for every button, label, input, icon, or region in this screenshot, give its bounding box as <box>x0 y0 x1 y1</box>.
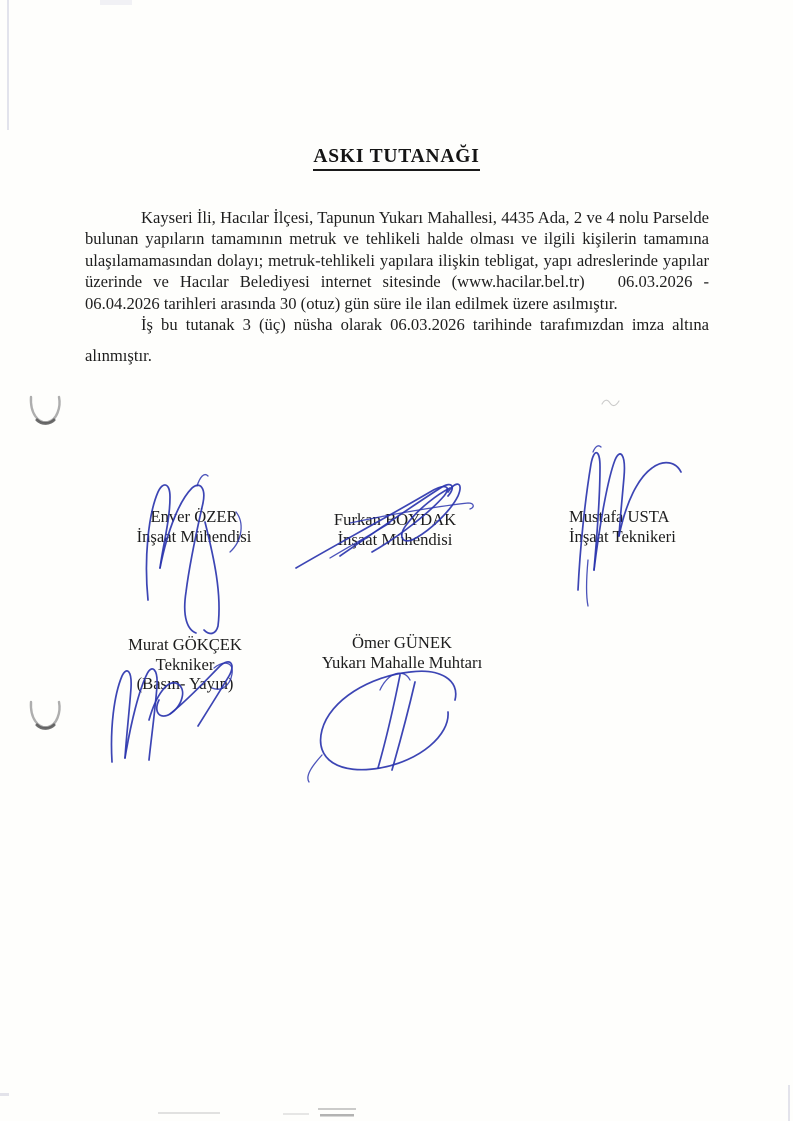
document-title: ASKI TUTANAĞI <box>313 146 479 171</box>
body-line: Kayseri İli, Hacılar İlçesi, Tapunun Yukarı Mahallesi, 4435 Ada, 2 ve 4 nolu Parselde <box>141 208 709 227</box>
body-line: alınmıştır. <box>85 346 152 366</box>
punch-hole-mark-bottom <box>31 702 60 728</box>
signature-omer-gunek-ink <box>308 671 456 782</box>
signatory-block-enver-ozer <box>113 507 275 546</box>
signatory-role-2: (Basın- Yayın) <box>136 674 234 693</box>
body-line: bulunan yapıların tamamının metruk ve tehlikeli halde olması ve ilgili kişilerin tamamına <box>85 229 709 249</box>
signatory-block-furkan-boydak <box>313 510 477 549</box>
signatory-role: Tekniker <box>155 654 215 674</box>
scan-smudge-bottom-2 <box>283 1113 309 1115</box>
pencil-smudge-mark <box>602 400 619 405</box>
scan-smudge-bottom-1 <box>158 1112 220 1114</box>
signatory-block-murat-gokcek <box>103 635 267 694</box>
scan-edge-line-right <box>788 1085 790 1121</box>
signatory-role: İnşaat Mühendisi <box>337 529 453 549</box>
body-line: ulaşılamamasından dolayı; metruk-tehlikeli yapılara ilişkin tebligat, yapı adreslerinde yapılar <box>85 250 709 270</box>
signatory-name: Furkan BOYDAK <box>333 510 457 529</box>
signature-enver-ozer-ink <box>146 475 241 634</box>
scan-smudge-bottom-4 <box>320 1114 354 1117</box>
signatory-role: İnşaat Mühendisi <box>136 526 252 546</box>
signatory-block-omer-gunek <box>318 633 486 672</box>
signatory-role: İnşaat Teknikeri <box>569 526 676 546</box>
title-row <box>0 146 793 171</box>
signatory-name: Ömer GÜNEK <box>351 633 452 652</box>
scan-edge-line-left <box>7 0 9 130</box>
signatory-role: Yukarı Mahalle Muhtarı <box>321 652 483 672</box>
punch-hole-mark-top <box>31 397 60 423</box>
signatory-name: Murat GÖKÇEK <box>128 635 242 654</box>
body-text <box>85 207 709 367</box>
signatory-block-mustafa-usta <box>569 507 699 546</box>
scan-smudge-top <box>100 0 132 5</box>
scan-edge-mark-bottom-left <box>0 1093 9 1096</box>
body-line: İş bu tutanak 3 (üç) nüsha olarak 06.03.2026 tarihinde tarafımızdan imza altına <box>141 314 709 334</box>
body-line: üzerinde ve Hacılar Belediyesi internet sitesinde (www.hacilar.bel.tr) 06.03.2026 - <box>85 272 709 292</box>
scan-smudge-bottom-3 <box>318 1108 356 1110</box>
body-line: 06.04.2026 tarihleri arasında 30 (otuz) gün süre ile ilan edilmek üzere asılmıştır. <box>85 293 618 313</box>
signatory-name: Enver ÖZER <box>150 507 238 526</box>
signatory-name: Mustafa USTA <box>569 507 670 526</box>
